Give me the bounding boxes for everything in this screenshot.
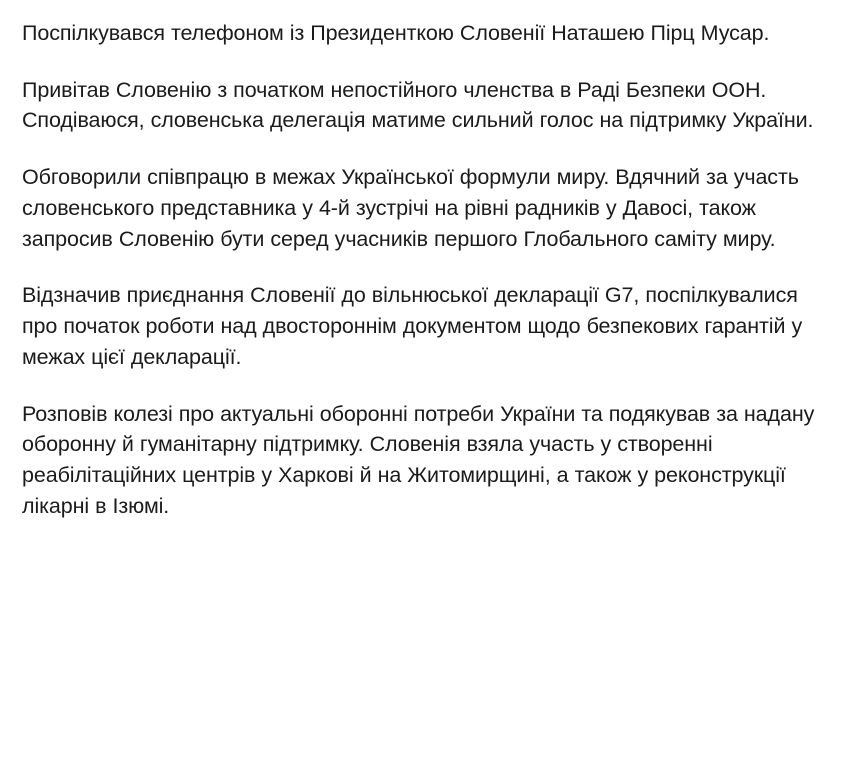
paragraph-3: Обговорили співпрацю в межах Української формули миру. Вдячний за участь словенського представника у 4-й зустрічі на рівні радників у Давосі, також запросив Словенію бути серед учасників першого Глобального саміту миру. bbox=[22, 165, 799, 251]
paragraph-5: Розповів колезі про актуальні оборонні потреби України та подякував за надану оборонну й гуманітарну підтримку. Словенія взяла участь у створенні реабілітаційних центрів у Харкові й на Житомирщині, а також у реконструкції лікарні в Ізюмі. bbox=[22, 401, 815, 518]
paragraph-2: Привітав Словенію з початком непостійного членства в Раді Безпеки ООН. Сподіваюся, словенська делегація матиме сильний голос на підтримку України. bbox=[22, 77, 814, 133]
paragraph-4: Відзначив приєднання Словенії до вільнюської декларації G7, поспілкувалися про початок роботи над двостороннім документом щодо безпекових гарантій у межах цієї декларації. bbox=[22, 283, 803, 369]
paragraph-1: Поспілкувався телефоном із Президенткою Словенії Наташею Пірц Мусар. bbox=[22, 21, 770, 45]
